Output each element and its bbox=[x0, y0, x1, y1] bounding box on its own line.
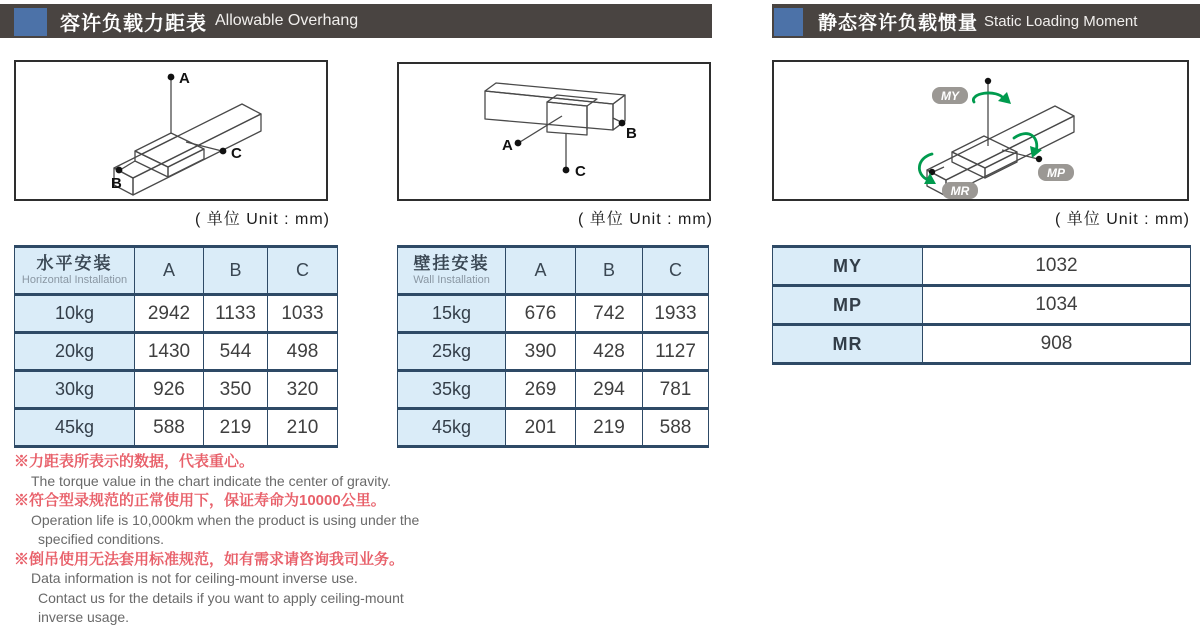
footnote-en: specified conditions. bbox=[38, 531, 165, 547]
point-b-label: B bbox=[111, 175, 122, 192]
load-cell: 25kg bbox=[398, 333, 506, 371]
column-header-c: C bbox=[643, 247, 709, 295]
footnote-en: Operation life is 10,000km when the product is using under the bbox=[31, 511, 420, 528]
point-b-label: B bbox=[626, 125, 637, 142]
value-cell: 1430 bbox=[135, 333, 204, 371]
table-title-cell: 水平安装 Horizontal Installation bbox=[15, 247, 135, 295]
footnote-zh: ※符合型录规范的正常使用下，保证寿命为10000公里。 bbox=[14, 492, 386, 509]
moment-value-cell: 1034 bbox=[923, 286, 1191, 325]
accent-square-icon bbox=[14, 8, 47, 36]
value-cell: 1133 bbox=[204, 295, 268, 333]
table-row bbox=[15, 371, 338, 409]
load-cell: 45kg bbox=[398, 409, 506, 447]
load-cell: 15kg bbox=[398, 295, 506, 333]
accent-square-icon bbox=[774, 8, 803, 36]
unit-label: ( 单位 Unit : mm) bbox=[195, 211, 330, 228]
load-cell: 45kg bbox=[15, 409, 135, 447]
table-row bbox=[15, 333, 338, 371]
value-cell: 742 bbox=[576, 295, 643, 333]
footnote-zh: ※力距表所表示的数据，代表重心。 bbox=[14, 453, 255, 470]
point-b-dot bbox=[116, 167, 123, 174]
moment-label-cell: MY bbox=[773, 247, 923, 286]
table-title-cell: 壁挂安装 Wall Installation bbox=[398, 247, 506, 295]
value-cell: 1127 bbox=[643, 333, 709, 371]
section-title-en: Allowable Overhang bbox=[215, 12, 359, 29]
value-cell: 2942 bbox=[135, 295, 204, 333]
column-header-a: A bbox=[506, 247, 576, 295]
column-header-c: C bbox=[268, 247, 338, 295]
static-moment-table bbox=[772, 245, 1191, 365]
table-row bbox=[773, 325, 1191, 364]
unit-label: ( 单位 Unit : mm) bbox=[578, 211, 713, 228]
point-c-dot bbox=[563, 167, 570, 174]
value-cell: 269 bbox=[506, 371, 576, 409]
footnotes bbox=[14, 452, 534, 628]
value-cell: 676 bbox=[506, 295, 576, 333]
table-row bbox=[773, 247, 1191, 286]
value-cell: 219 bbox=[204, 409, 268, 447]
value-cell: 588 bbox=[643, 409, 709, 447]
table-row bbox=[398, 371, 709, 409]
point-c-label: C bbox=[231, 145, 242, 162]
value-cell: 498 bbox=[268, 333, 338, 371]
diagram-static-loading-moment bbox=[772, 60, 1189, 201]
value-cell: 390 bbox=[506, 333, 576, 371]
load-cell: 30kg bbox=[15, 371, 135, 409]
footnote-en: inverse usage. bbox=[38, 609, 130, 625]
footnote-en: The torque value in the chart indicate the center of gravity. bbox=[31, 472, 392, 489]
unit-label: ( 单位 Unit : mm) bbox=[1055, 211, 1190, 228]
section-header-allowable-overhang bbox=[0, 4, 712, 38]
value-cell: 1033 bbox=[268, 295, 338, 333]
table-row bbox=[398, 409, 709, 447]
value-cell: 219 bbox=[576, 409, 643, 447]
point-b-dot bbox=[619, 120, 626, 127]
column-header-b: B bbox=[576, 247, 643, 295]
rail-moment-drawing bbox=[774, 62, 1187, 199]
value-cell: 201 bbox=[506, 409, 576, 447]
moment-value-cell: 1032 bbox=[923, 247, 1191, 286]
diagram-horizontal-installation bbox=[14, 60, 328, 201]
footnote-en: Contact us for the details if you want to apply ceiling-mount bbox=[38, 589, 404, 606]
footnote-zh: ※倒吊使用无法套用标准规范，如有需求请咨询我司业务。 bbox=[14, 550, 405, 568]
point-c-label: C bbox=[575, 163, 586, 180]
point-a-dot bbox=[168, 74, 175, 81]
table-row bbox=[398, 295, 709, 333]
point-a-label: A bbox=[502, 137, 513, 154]
section-title-zh: 静态容许负载惯量 bbox=[818, 12, 979, 34]
column-header-b: B bbox=[204, 247, 268, 295]
value-cell: 428 bbox=[576, 333, 643, 371]
horizontal-installation-table bbox=[14, 245, 338, 448]
mp-label: MP bbox=[1047, 166, 1065, 180]
value-cell: 320 bbox=[268, 371, 338, 409]
value-cell: 294 bbox=[576, 371, 643, 409]
footnote-en: Data information is not for ceiling-mount inverse use. bbox=[31, 570, 358, 586]
column-header-a: A bbox=[135, 247, 204, 295]
wall-installation-table bbox=[397, 245, 709, 448]
section-header-static-loading-moment bbox=[772, 4, 1200, 38]
value-cell: 781 bbox=[643, 371, 709, 409]
moment-value-cell: 908 bbox=[923, 325, 1191, 364]
mr-label: MR bbox=[950, 184, 970, 198]
value-cell: 926 bbox=[135, 371, 204, 409]
point-a-dot bbox=[515, 140, 522, 147]
moment-label-cell: MP bbox=[773, 286, 923, 325]
value-cell: 210 bbox=[268, 409, 338, 447]
load-cell: 35kg bbox=[398, 371, 506, 409]
table-row bbox=[15, 409, 338, 447]
moment-label-cell: MR bbox=[773, 325, 923, 364]
value-cell: 544 bbox=[204, 333, 268, 371]
section-title-en: Static Loading Moment bbox=[984, 12, 1138, 30]
section-title-zh: 容许负载力距表 bbox=[60, 12, 207, 35]
table-header-row bbox=[15, 247, 338, 295]
point-a-label: A bbox=[179, 70, 190, 87]
load-cell: 10kg bbox=[15, 295, 135, 333]
value-cell: 1933 bbox=[643, 295, 709, 333]
table-header-row bbox=[398, 247, 709, 295]
rail-side-drawing bbox=[399, 64, 709, 199]
diagram-wall-installation bbox=[397, 62, 711, 201]
load-cell: 20kg bbox=[15, 333, 135, 371]
value-cell: 588 bbox=[135, 409, 204, 447]
point-c-dot bbox=[220, 148, 227, 155]
value-cell: 350 bbox=[204, 371, 268, 409]
my-label: MY bbox=[941, 89, 959, 103]
table-row bbox=[773, 286, 1191, 325]
rail-isometric-drawing bbox=[16, 62, 326, 199]
table-row bbox=[398, 333, 709, 371]
table-row bbox=[15, 295, 338, 333]
